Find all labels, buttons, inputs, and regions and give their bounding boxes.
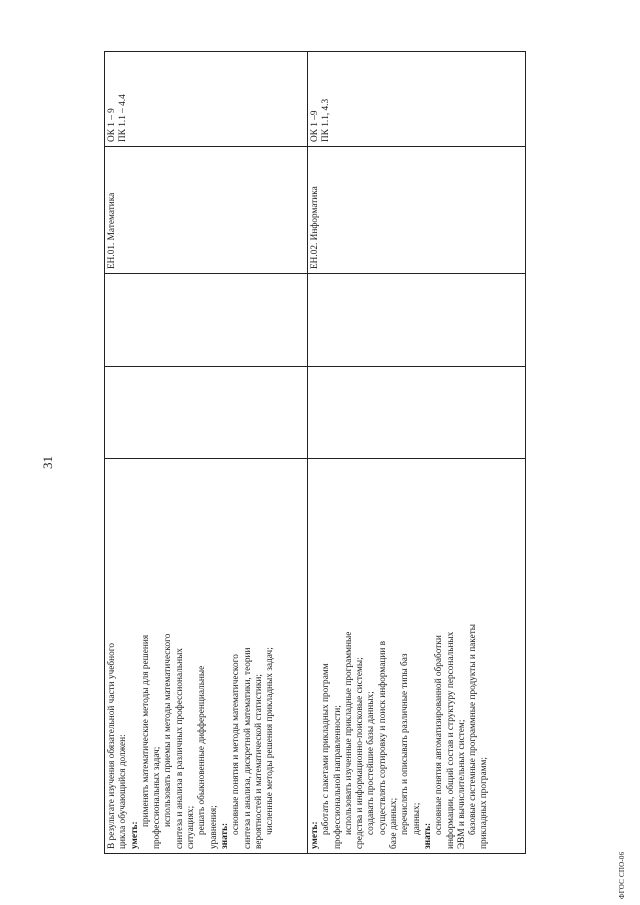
hours-cell: [105, 274, 308, 367]
description-line: синтеза и анализа в различных профессиональных: [174, 648, 185, 849]
description-line: знать:: [422, 822, 433, 849]
hours-cell: [308, 274, 526, 367]
description-line: решать обыкновенные дифференциальные: [197, 665, 208, 835]
description-line: профессиональных задач;: [152, 746, 163, 849]
description-line: уметь:: [129, 821, 140, 849]
competency-ok: ОК 1 – 9: [107, 108, 117, 142]
description-line: численные методы решения прикладных задач;: [265, 647, 276, 835]
description-line: уметь:: [310, 821, 320, 849]
description-cell: [105, 459, 308, 854]
competency-pk: ПК 1.1, 4.3: [321, 98, 332, 142]
competency-ok: ОК 1 –9: [310, 110, 320, 142]
description-line: базовые системные программные продукты и пакеты: [468, 623, 479, 835]
discipline-cell: ЕН.01. Математика: [105, 147, 308, 274]
description-line: уравнения;: [208, 805, 219, 849]
description-cell: [308, 459, 526, 854]
description-line: осуществлять сортировку и поиск информации в: [377, 640, 388, 835]
description-line: данных;: [411, 802, 422, 835]
description-line: использовать изученные прикладные программные: [343, 631, 354, 835]
page-number: 31: [40, 456, 55, 469]
description-line: В результате изучения обязательной части учебного: [107, 643, 117, 849]
description-line: цикла обучающийся должен:: [118, 734, 129, 849]
table-row: [105, 52, 308, 854]
table-row: [308, 52, 526, 854]
description-line: профессиональной направленности;: [332, 705, 343, 849]
hours-cell: [308, 367, 526, 459]
competency-pk: ПК 1.1 – 4.4: [118, 94, 129, 142]
description-line: средства и информационно-поисковые системы;: [355, 657, 366, 849]
description-line: основные понятия автоматизированной обработки: [434, 635, 445, 835]
description-line: вероятностей и математической статистики;: [253, 674, 264, 849]
competencies-cell: [105, 52, 308, 147]
description-line: перечислять и описывать различные типы баз: [400, 653, 411, 835]
description-line: применять математические методы для решения: [140, 634, 151, 827]
discipline-cell: ЕН.02. Информатика: [308, 147, 526, 274]
description-line: информации, общий состав и структуру персональных: [445, 631, 456, 849]
description-line: работать с пакетами прикладных программ: [321, 663, 332, 835]
hours-cell: [105, 367, 308, 459]
description-line: использовать приемы и методы математического: [163, 633, 174, 827]
footer-code: ФГОС СПО-06: [618, 851, 626, 899]
description-line: синтеза и анализа, дискретной математики, теории: [242, 647, 253, 849]
competencies-cell: [308, 52, 526, 147]
description-line: основные понятия и методы математического: [231, 654, 242, 835]
description-line: ситуациях;: [186, 805, 197, 849]
description-line: знать:: [219, 822, 230, 849]
description-line: базе данных;: [389, 797, 400, 849]
curriculum-table: [104, 51, 526, 854]
description-line: ЭВМ и вычислительных систем;: [456, 719, 467, 849]
description-line: создавать простейшие базы данных;: [366, 691, 377, 835]
description-line: прикладных программ;: [479, 756, 490, 849]
